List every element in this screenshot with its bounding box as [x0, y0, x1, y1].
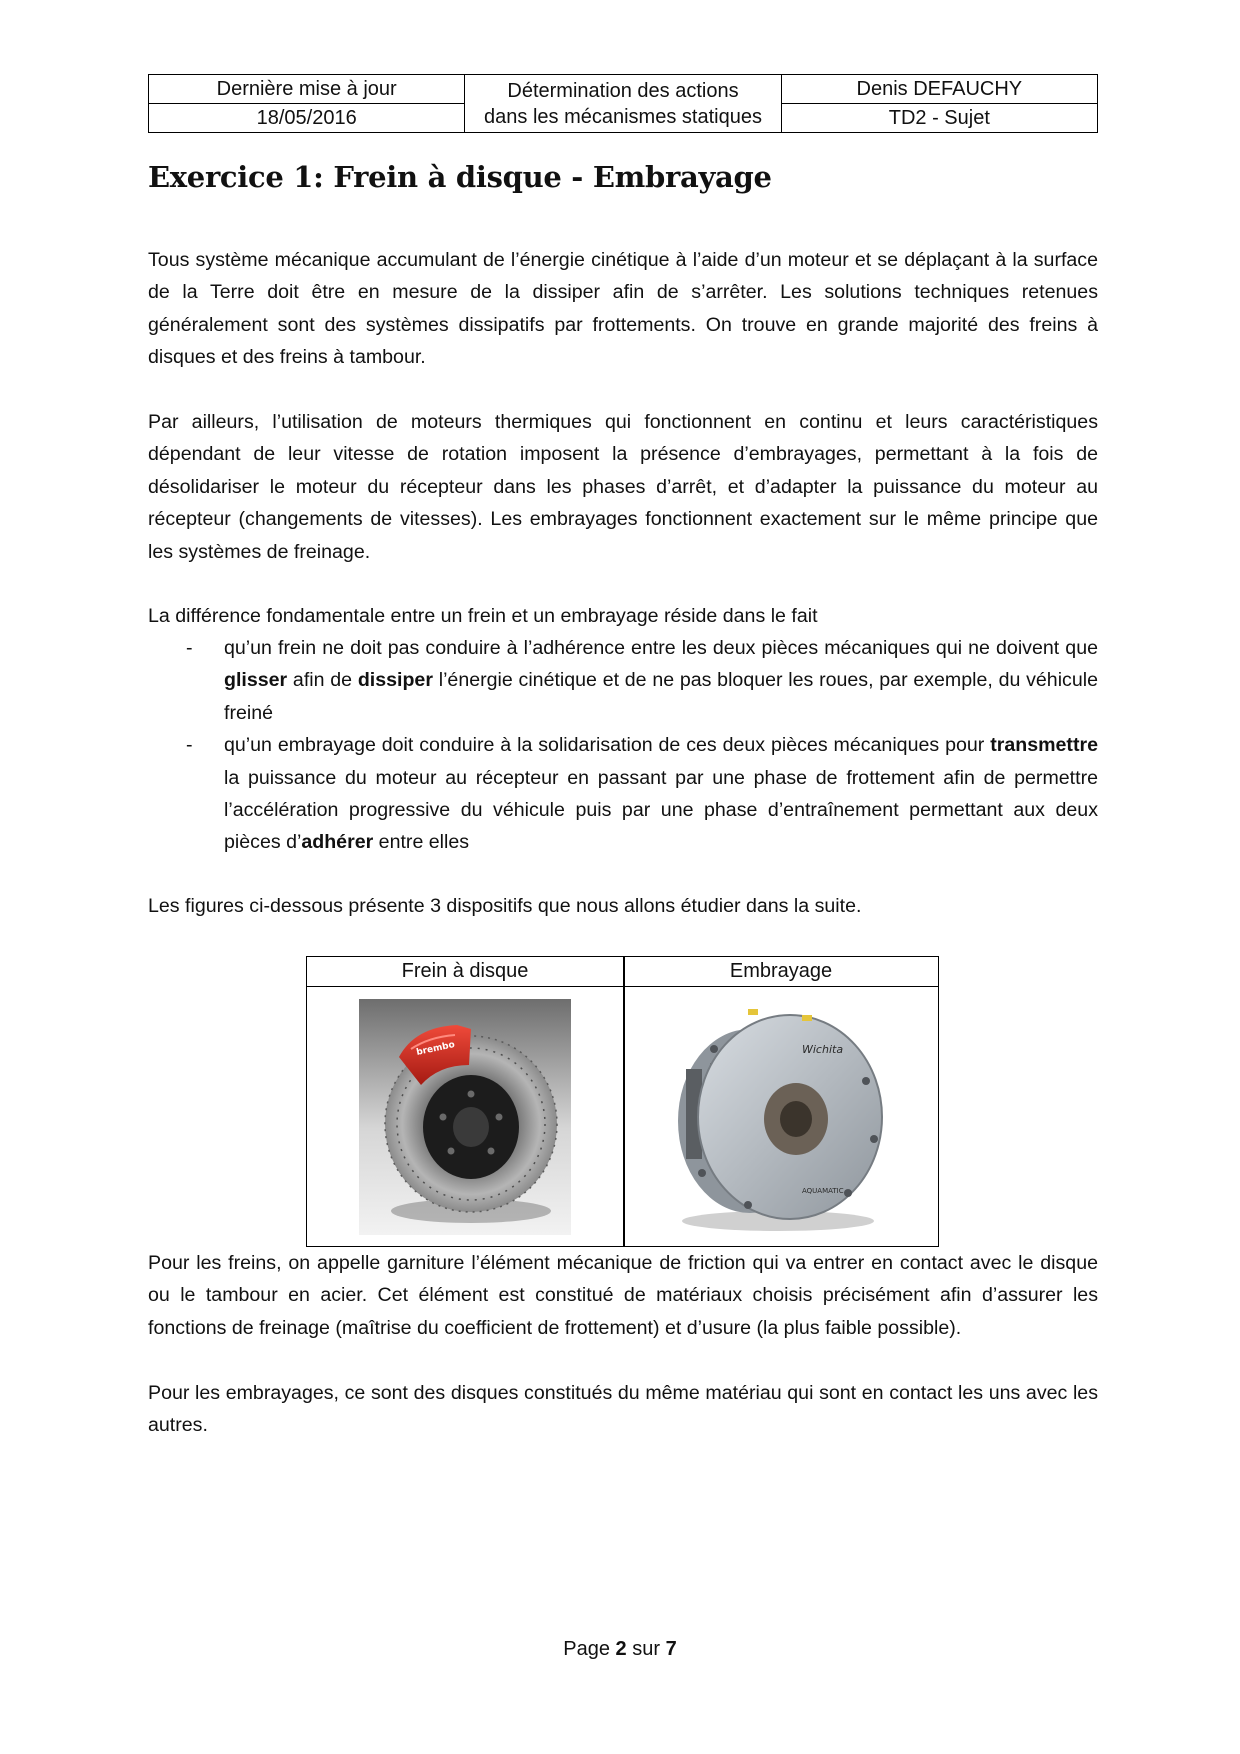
exercise-title: Exercice 1: Frein à disque - Embrayage	[148, 160, 772, 194]
figure-divider	[623, 957, 625, 1246]
header-doc-id: TD2 - Sujet	[781, 104, 1097, 133]
lug-hole	[488, 1148, 495, 1155]
bullet-list	[148, 632, 1098, 859]
header-date: 18/05/2016	[149, 104, 465, 133]
clutch-bolt	[710, 1045, 718, 1053]
bullet-bold: transmettre	[990, 734, 1098, 757]
brake-logo: brembo	[415, 1040, 456, 1058]
clutch-bolt	[862, 1077, 870, 1085]
paragraph-text: Pour les freins, on appelle garniture l’élément mécanique de friction qui va entrer en contact avec le disque ou le tambour en acier. Cet élément est constitué de matériaux choisis précisément afin d’assurer les fonctions de freinage (maîtrise du coefficient de frottement) et d’usure (la plus faible possible).	[148, 1252, 1098, 1339]
paragraph-text: Par ailleurs, l’utilisation de moteurs thermiques qui fonctionnent en continu et leurs caractéristiques dépendant de leur vitesse de rotation imposent la présence d’embrayages, permettant à la fois de désolidariser le moteur du récepteur dans les phases d’arrêt, et d’adapter la puissance du moteur au récepteur (changements de vitesses). Les embrayages fonctionnent exactement sur le même principe que les systèmes de freinage.	[148, 411, 1098, 563]
footer-mid: sur	[626, 1638, 666, 1660]
bullet-text: qu’un embrayage doit conduire à la solidarisation de ces deux pièces mécaniques pour	[224, 734, 991, 757]
paragraph-figures-intro	[148, 890, 1098, 922]
figure-col-brake-label: Frein à disque	[401, 960, 529, 982]
lug-hole	[440, 1114, 447, 1121]
page-total: 7	[665, 1638, 677, 1660]
bullet-bold: adhérer	[301, 831, 374, 854]
clutch-bolt	[744, 1201, 752, 1209]
bullet-dash: -	[186, 734, 193, 757]
header-course-title	[465, 75, 781, 133]
list-item	[148, 632, 1098, 729]
bullet-text: la puissance du moteur au récepteur en passant par une phase de frottement afin de permettre l’accélération progressive du véhicule puis par une phase d’entraînement permettant aux deux pièces d’	[224, 766, 1098, 854]
bullet-text: qu’un frein ne doit pas conduire à l’adhérence entre les deux pièces mécaniques qui ne doivent que	[224, 637, 1098, 659]
bullet-bold: glisser	[224, 669, 288, 692]
clutch-bolt	[844, 1189, 852, 1197]
paragraph-text: Les figures ci-dessous présente 3 dispositifs que nous allons étudier dans la suite.	[148, 895, 862, 917]
clutch-marker	[802, 1015, 812, 1021]
bullet-text: l’énergie cinétique et de ne pas bloquer les roues, par exemple, du véhicule freiné	[224, 669, 1099, 724]
clutch-bore	[780, 1101, 812, 1137]
bullet-text: entre elles	[373, 831, 470, 854]
clutch-brand: Wichita	[802, 1043, 844, 1056]
header-course-line1: Détermination des actions	[507, 79, 739, 102]
page-footer	[0, 1638, 1240, 1661]
clutch-label: AQUAMATIC	[802, 1187, 844, 1195]
clutch-bolt	[698, 1169, 706, 1177]
bullet-bold: dissiper	[357, 669, 433, 692]
paragraph-text: Tous système mécanique accumulant de l’énergie cinétique à l’aide d’un moteur et se déplaçant à la surface de la Terre doit être en mesure de la dissiper afin de s’arrêter. Les solutions techniques retenues généralement sont des systèmes dissipatifs par frottements. On trouve en grande majorité des freins à disques et des freins à tambour.	[148, 249, 1098, 369]
list-item	[148, 729, 1098, 859]
header-table	[148, 74, 1098, 133]
paragraph-clutch-discs	[148, 1377, 1098, 1442]
figure-col-clutch-label: Embrayage	[729, 960, 833, 982]
lug-hole	[496, 1114, 503, 1121]
paragraph-text: Pour les embrayages, ce sont des disques constitués du même matériau qui sont en contact les uns avec les autres.	[148, 1382, 1098, 1437]
paragraph-difference	[148, 600, 1098, 632]
lug-hole	[468, 1091, 475, 1098]
paragraph-intro	[148, 244, 1098, 374]
clutch-image	[652, 997, 897, 1237]
clutch-marker	[748, 1009, 758, 1015]
lug-hole	[448, 1148, 455, 1155]
hub-center	[453, 1107, 489, 1147]
figure-table	[306, 956, 939, 1247]
paragraph-text: La différence fondamentale entre un frein et un embrayage réside dans le fait	[148, 605, 818, 627]
paragraph-engines	[148, 406, 1098, 568]
footer-prefix: Page	[563, 1638, 616, 1660]
header-course-line2: dans les mécanismes statiques	[484, 105, 762, 128]
clutch-bolt	[870, 1135, 878, 1143]
header-author: Denis DEFAUCHY	[781, 75, 1097, 104]
header-last-update-label: Dernière mise à jour	[149, 75, 465, 104]
bullet-dash: -	[186, 637, 193, 659]
bullet-text: afin de	[287, 669, 358, 692]
paragraph-linings	[148, 1247, 1098, 1344]
disc-brake-image	[359, 999, 571, 1235]
page-number: 2	[615, 1638, 627, 1660]
